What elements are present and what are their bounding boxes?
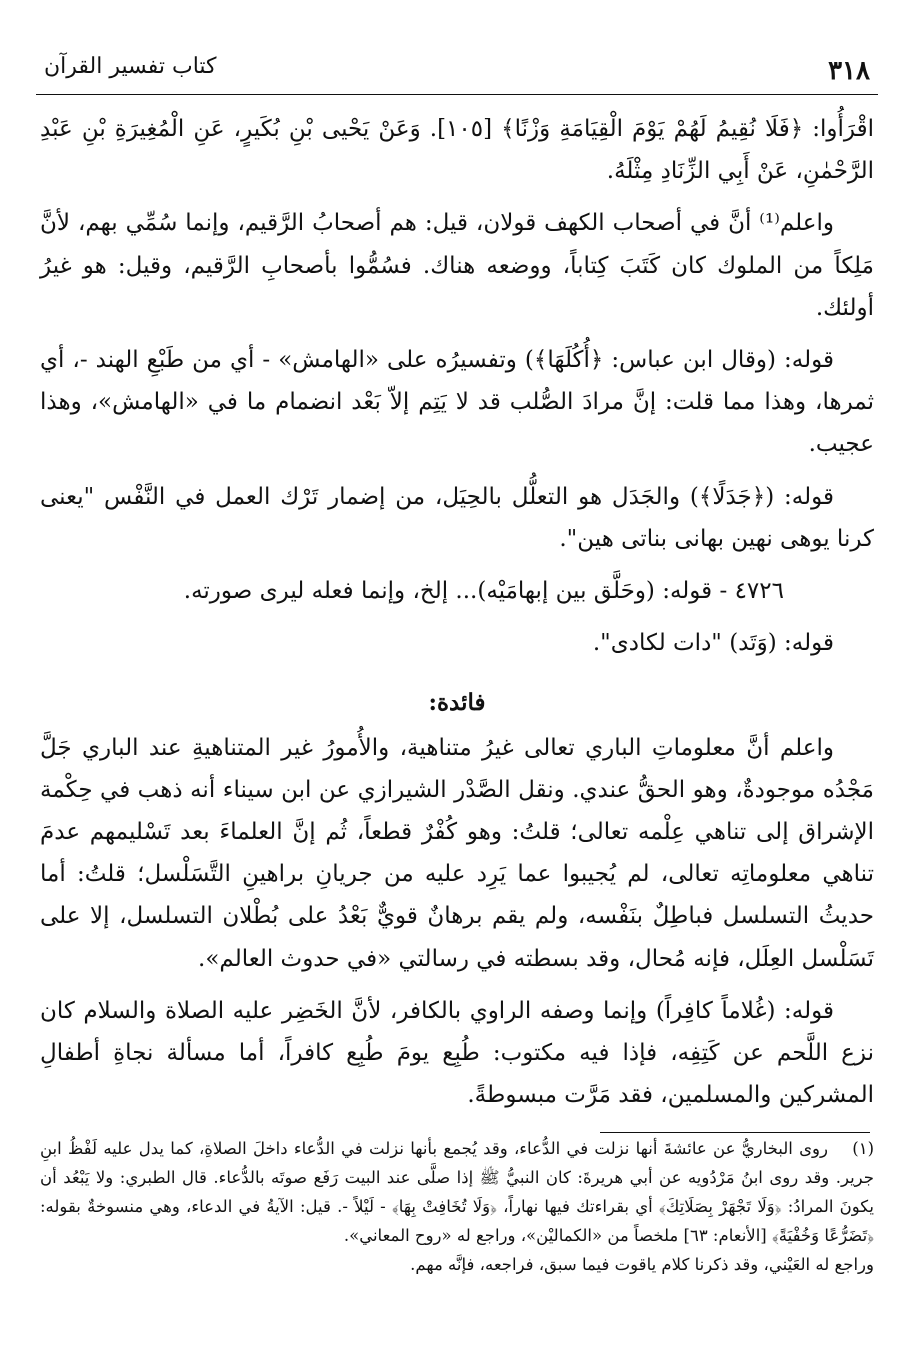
main-text bbox=[40, 108, 874, 1116]
footnotes bbox=[40, 1134, 874, 1279]
paragraph-faida: واعلم أنَّ معلوماتِ الباري تعالى غيرُ متناهية، والأُمورُ غير المتناهيةِ عند الباري جَلَّ مَجْدُه موجودةٌ، وهو الحقُّ عندي. ونقل الصَّدْر الشيرازي عن ابن سيناء أنه ذهب في حِكْمة الإشراق إلى تناهي عِلْمه تعالى؛ قلتُ: وهو كُفْرٌ قطعاً، ثُم إنَّ العلماءَ بعد تَسْليمهم عدمَ تناهي معلوماتِه تعالى، لم يُجيبوا عما يَرِد عليه من جريانِ براهينِ التَّسَلْسل؛ قلتُ: أما حديثُ التسلسل فباطِلٌ بنَفْسه، ولم يقم برهانٌ قويٌّ بَعْدُ على بُطْلان التسلسل، إلا على تَسَلْسل العِلَل، فإنه مُحال، وقد بسطته في رسالتي «في حدوث العالم». bbox=[40, 734, 874, 972]
footnote-1-text: روى البخاريُّ عن عائشةَ أنها نزلت في الدُّعاء، وقد يُجمع بأنها نزلت في الدُّعاء داخلَ الصلاةِ، كما يدل عليه لَفْظُ ابنِ جرير. وقد روى ابنُ مَرْدُويه عن أبي هريرةَ: كان النبيُّ ﷺ إذا صلَّى عند البيت رَفَع صوتَه بالدُّعاء. قال الطبري: ولا يَبْعُد أن يكونَ المرادُ: ﴿وَلَا تَجْهَرْ بِصَلَاتِكَ﴾ أي بقراءتك فيها نهاراً، ﴿وَلَا تُخَافِتْ بِهَا﴾ - لَيْلاً -. قيل: الآيةُ في الدعاء، وهي منسوخةٌ بقوله: ﴿تَضَرُّعًا وَخُفْيَةً﴾ [الأنعام: ٦٣] ملخصاً من «الكماليْن»، وراجع له «روح المعاني». bbox=[40, 1139, 874, 1245]
paragraph-jadal: قوله: (﴿جَدَلًا﴾) والجَدَل هو التعلُّل بالحِيَل، من إضمار تَرْك العمل في النَّفْس "يعنى كرنا يوهى نهين بهانى بناتى هين". bbox=[40, 483, 874, 552]
footnote-2: وراجع له العَيْني، وقد ذكرنا كلام ياقوت فيما سبق، فراجعه، فإنَّه مهم. bbox=[410, 1255, 874, 1274]
paragraph-ibn-abbas: قوله: (وقال ابن عباس: ﴿أُكُلَهَا﴾) وتفسيرُه على «الهامش» - أي من طَبْعِ الهند -، أي ثمرها، وهذا مما قلت: إنَّ مرادَ الصُّلب قد لا يَتِم إلاّ بَعْد انضمام ما في «الهامش»، وهذا عجيب. bbox=[40, 347, 874, 458]
paragraph-ashab-al-kahf: واعلم⁽¹⁾ أنَّ في أصحاب الكهف قولان، قيل: هم أصحابُ الرَّقيم، وإنما سُمِّي بهم، لأنَّ مَلِكاً من الملوك كان كَتَبَ كِتاباً، ووضعه هناك. فسُمُّوا بأصحابِ الرَّقيم، وقيل: هو غيرُ أولئك. bbox=[40, 210, 874, 321]
footnote-divider bbox=[600, 1132, 870, 1133]
section-heading: فائدة: bbox=[428, 689, 486, 717]
page-header bbox=[36, 52, 878, 95]
paragraph-quran-quote: اقْرَأُوا: ﴿فَلَا نُقِيمُ لَهُمْ يَوْمَ الْقِيَامَةِ وَزْنًا﴾ [١٠٥]. وَعَنْ يَحْيى بْنِ بُكَيرٍ، عَنِ الْمُغِيرَةِ بْنِ عَبْدِ الرَّحْمٰنِ، عَنْ أَبِي الزِّنَادِ مِثْلَهُ. bbox=[40, 116, 875, 185]
running-title: كتاب تفسير القرآن bbox=[44, 54, 217, 79]
paragraph-watad: قوله: (وَتَد) "دات لكادى". bbox=[592, 630, 834, 657]
paragraph-hadith-4726: ٤٧٢٦ - قوله: (وحَلَّق بين إبهامَيْه)... إلخ، وإنما فعله ليرى صورته. bbox=[183, 578, 784, 605]
paragraph-ghulam: قوله: (غُلاماً كافِراً) وإنما وصفه الراوي بالكافر، لأنَّ الخَضِر عليه الصلاة والسلام كان نزع اللَّحم عن كَتِفِه، فإذا فيه مكتوب: طُبِع يومَ طُبِع كافراً، أما مسألة نجاةِ أطفالِ المشركين والمسلمين، فقد مَرَّت مبسوطةً. bbox=[40, 997, 874, 1109]
footnote-marker: (١) bbox=[852, 1139, 874, 1158]
footnote-1 bbox=[40, 1134, 874, 1250]
page-number: ٣١٨ bbox=[828, 56, 870, 86]
